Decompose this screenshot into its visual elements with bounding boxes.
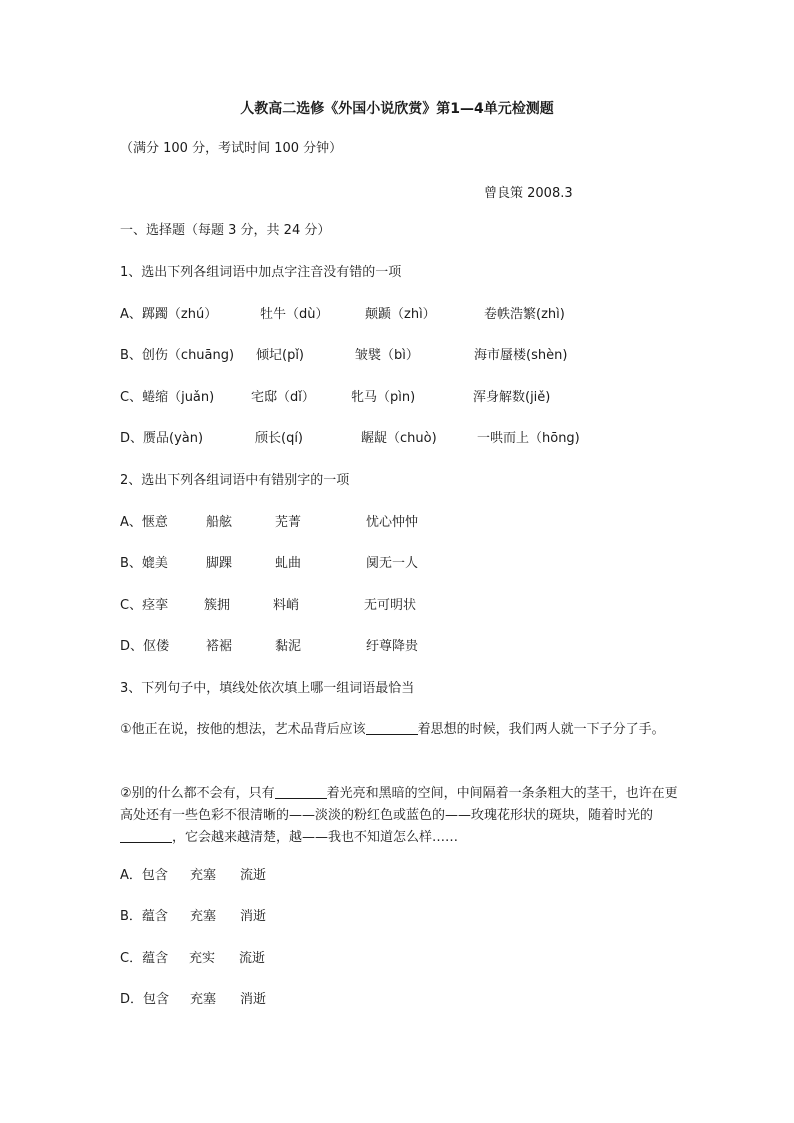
option-item: B．蕴含 <box>120 909 168 924</box>
sentence-text: 着光亮和黑暗的空间，中间隔着一条条粗大的茎干，也许在更高处还有一些色彩不很清晰的——淡淡的粉红色或蓝色的——玫瑰花形状的斑块，随着时光的 <box>120 786 678 823</box>
document-title: 人教高二选修《外国小说欣赏》第1—4单元检测题 <box>240 101 554 117</box>
option-item: 虬曲 <box>275 556 302 571</box>
sentence-text: ②别的什么都不会有，只有 <box>120 786 275 801</box>
option-item: 褡裾 <box>206 639 233 654</box>
option-item: 一哄而上（hōng) <box>477 431 580 446</box>
option-item: 充实 <box>189 951 216 966</box>
option-item: 充塞 <box>190 868 217 883</box>
question-1-stem: 1、选出下列各组词语中加点字注音没有错的一项 <box>120 265 402 280</box>
question-2-stem: 2、选出下列各组词语中有错别字的一项 <box>120 473 350 488</box>
option-item: 颀长(qí) <box>255 431 304 446</box>
section-heading: 一、选择题（每题 3 分，共 24 分） <box>120 223 331 238</box>
option-item: A．包含 <box>120 868 168 883</box>
option-item: 宅邸（dǐ） <box>251 390 315 405</box>
option-item: 料峭 <box>273 598 300 613</box>
fill-blank <box>275 784 327 799</box>
option-item: 海市蜃楼(shèn) <box>474 348 568 363</box>
author-date: 曾良策 2008.3 <box>484 186 573 201</box>
option-item: 充塞 <box>190 909 217 924</box>
option-item: 倾圮(pǐ) <box>256 348 305 363</box>
sentence-text: ①他正在说，按他的想法，艺术品背后应该 <box>120 722 366 737</box>
option-item: B、创伤（chuāng) <box>120 348 235 363</box>
option-item: 船舷 <box>206 515 233 530</box>
option-item: 牝马（pìn) <box>351 390 416 405</box>
question-3-stem: 3、下列句子中，填线处依次填上哪一组词语最恰当 <box>120 681 415 696</box>
option-item: 浑身解数(jiě) <box>473 390 551 405</box>
sentence-text: ，它会越来越清楚，越——我也不知道怎么样…… <box>172 830 459 845</box>
option-item: 流逝 <box>240 868 267 883</box>
fill-blank <box>120 828 172 843</box>
option-item: 消逝 <box>240 909 267 924</box>
option-item: 颠踬（zhì） <box>365 307 436 322</box>
option-item: 牡牛（dù） <box>260 307 329 322</box>
option-item: B、媲美 <box>120 556 168 571</box>
option-item: 芜菁 <box>275 515 302 530</box>
option-item: D．包含 <box>120 992 170 1007</box>
option-item: 脚踝 <box>206 556 233 571</box>
option-item: 卷帙浩繁(zhì) <box>484 307 565 322</box>
option-item: 阒无一人 <box>366 556 419 571</box>
option-item: A、踯躅（zhú） <box>120 307 218 322</box>
option-item: 消逝 <box>240 992 267 1007</box>
option-item: 龌龊（chuò) <box>361 431 437 446</box>
q3-sentence-1 <box>120 719 680 741</box>
option-item: 忧心忡忡 <box>366 515 419 530</box>
option-item: 黏泥 <box>275 639 302 654</box>
option-item: C、蜷缩（juǎn) <box>120 390 215 405</box>
option-item: A、惬意 <box>120 515 168 530</box>
option-item: C．蕴含 <box>120 951 169 966</box>
q3-sentence-2 <box>120 783 680 849</box>
fill-blank <box>366 720 418 735</box>
option-item: 纡尊降贵 <box>366 639 419 654</box>
option-item: D、赝品(yàn) <box>120 431 204 446</box>
option-item: 皱襞（bì） <box>355 348 419 363</box>
option-item: 充塞 <box>190 992 217 1007</box>
option-item: 簇拥 <box>204 598 231 613</box>
option-item: D、伛偻 <box>120 639 170 654</box>
option-item: 无可明状 <box>364 598 417 613</box>
sentence-text: 着思想的时候，我们两人就一下子分了手。 <box>417 722 665 737</box>
option-item: 流逝 <box>239 951 266 966</box>
score-note: （满分 100 分，考试时间 100 分钟） <box>120 141 343 156</box>
option-item: C、痉挛 <box>120 598 169 613</box>
